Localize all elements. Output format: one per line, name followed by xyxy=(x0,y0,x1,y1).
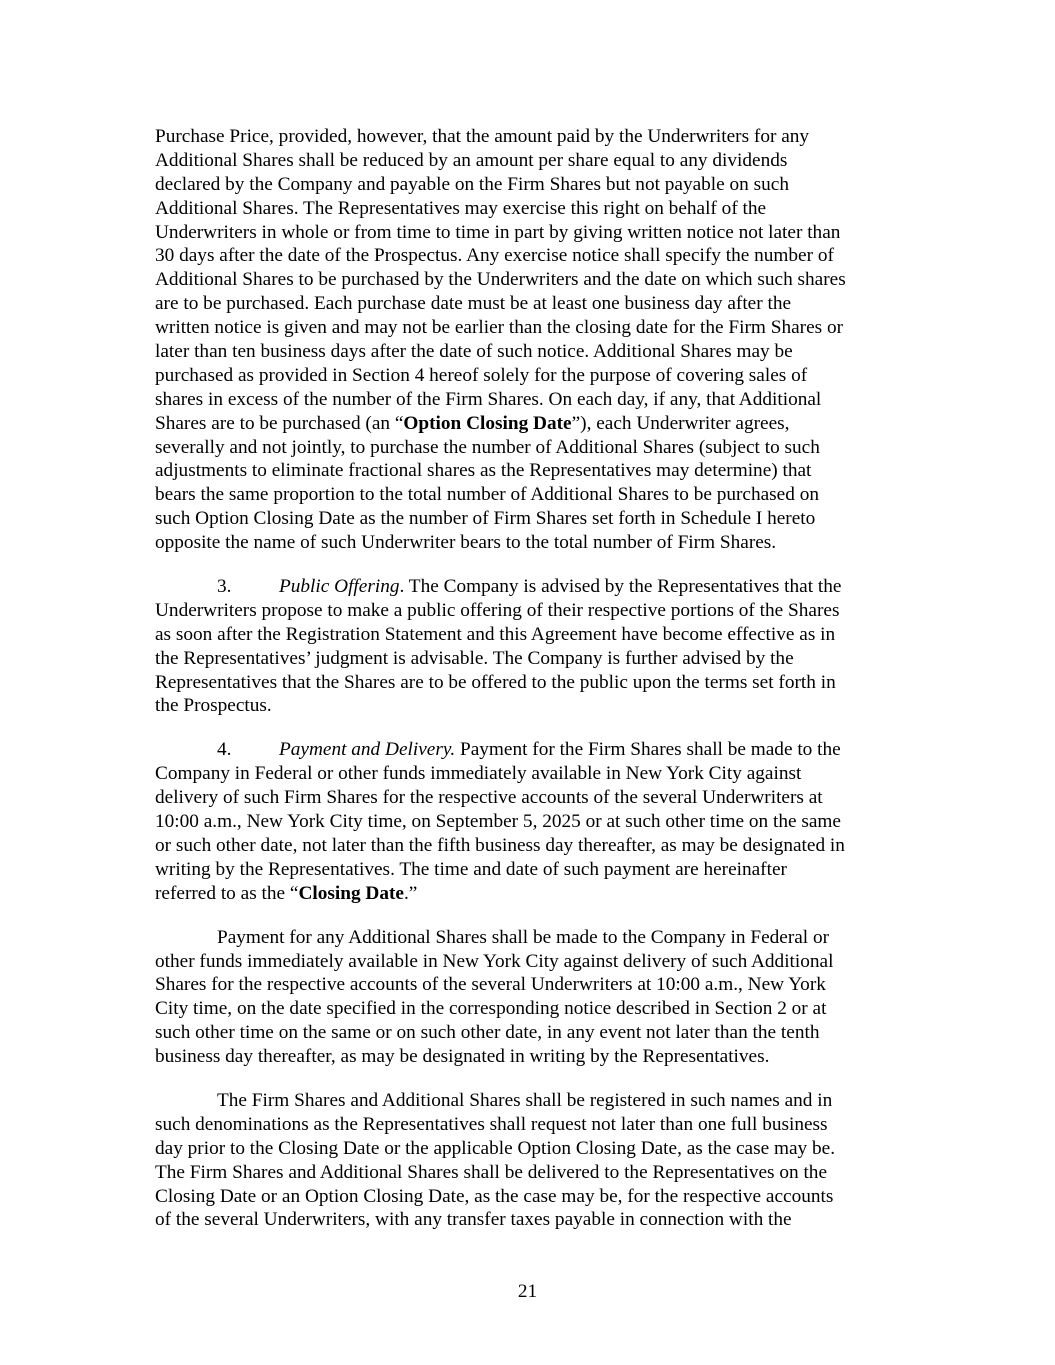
text-line xyxy=(155,575,897,599)
text-line xyxy=(155,412,897,436)
text-line: Additional Shares shall be reduced by an amount per share equal to any dividends xyxy=(155,149,788,171)
text-line: later than ten business days after the date of such notice. Additional Shares may be xyxy=(155,341,793,363)
text-run: .” xyxy=(403,882,418,904)
text-line: adjustments to eliminate fractional shares as the Representatives may determine) that xyxy=(155,460,812,482)
text-line: Payment for any Additional Shares shall be made to the Company in Federal or xyxy=(217,926,830,948)
text-line: such Option Closing Date as the number of Firm Shares set forth in Schedule I hereto xyxy=(155,508,816,530)
text-line: business day thereafter, as may be designated in writing by the Representatives. xyxy=(155,1046,770,1068)
text-line: City time, on the date specified in the corresponding notice described in Section 2 or at xyxy=(155,998,827,1020)
text-run: ”), each Underwriter agrees, xyxy=(571,412,790,434)
defined-term-closing-date: Closing Date xyxy=(298,882,404,904)
paragraph-spacer xyxy=(155,555,897,575)
text-line: declared by the Company and payable on the Firm Shares but not payable on such xyxy=(155,173,789,195)
paragraph-purchase-price xyxy=(155,125,897,555)
text-run: referred to as the “ xyxy=(155,882,299,904)
page-number: 21 xyxy=(517,1281,538,1302)
text-line: other funds immediately available in New York City against delivery of such Additional xyxy=(155,950,834,972)
text-line: 30 days after the date of the Prospectus. Any exercise notice shall specify the number of xyxy=(155,245,834,267)
text-line: such denominations as the Representatives shall request not later than one full business xyxy=(155,1113,828,1135)
text-line: The Firm Shares and Additional Shares shall be registered in such names and in xyxy=(217,1089,833,1111)
text-line: the Prospectus. xyxy=(155,695,272,717)
text-line: day prior to the Closing Date or the applicable Option Closing Date, as the case may be. xyxy=(155,1137,836,1159)
section-4-payment-and-delivery xyxy=(155,738,897,905)
text-line xyxy=(155,738,897,762)
text-line: or such other date, not later than the fifth business day thereafter, as may be designated in xyxy=(155,834,845,856)
text-run: Payment for the Firm Shares shall be made to the xyxy=(455,739,841,761)
paragraph-registration-delivery xyxy=(155,1089,897,1232)
paragraph-spacer xyxy=(155,718,897,738)
text-line: are to be purchased. Each purchase date must be at least one business day after the xyxy=(155,293,792,315)
text-run: . The Company is advised by the Representatives that the xyxy=(399,576,842,598)
text-line: written notice is given and may not be earlier than the closing date for the Firm Shares or xyxy=(155,317,844,339)
text-line: such other time on the same or on such other date, in any event not later than the tenth xyxy=(155,1022,820,1044)
paragraph-spacer xyxy=(155,906,897,926)
text-line: Company in Federal or other funds immediately available in New York City against xyxy=(155,763,802,785)
text-line: The Firm Shares and Additional Shares shall be delivered to the Representatives on the xyxy=(155,1161,827,1183)
section-3-public-offering xyxy=(155,575,897,718)
text-line: Underwriters propose to make a public offering of their respective portions of the Shares xyxy=(155,599,840,621)
text-line: Additional Shares. The Representatives may exercise this right on behalf of the xyxy=(155,197,767,219)
text-line xyxy=(155,882,897,906)
text-line: shares in excess of the number of the Firm Shares. On each day, if any, that Additional xyxy=(155,388,822,410)
section-heading: Public Offering xyxy=(279,576,400,598)
text-line: as soon after the Registration Statement and this Agreement have become effective as in xyxy=(155,623,836,645)
text-line: Underwriters in whole or from time to time in part by giving written notice not later than xyxy=(155,221,841,243)
section-heading: Payment and Delivery. xyxy=(279,739,456,761)
text-line: bears the same proportion to the total number of Additional Shares to be purchased on xyxy=(155,484,819,506)
text-line: writing by the Representatives. The time and date of such payment are hereinafter xyxy=(155,858,787,880)
text-line: Additional Shares to be purchased by the Underwriters and the date on which such shares xyxy=(155,269,846,291)
text-run: Shares are to be purchased (an “ xyxy=(155,412,404,434)
text-line: Representatives that the Shares are to be offered to the public upon the terms set forth in xyxy=(155,671,836,693)
paragraph-spacer xyxy=(155,1069,897,1089)
paragraph-additional-shares-payment xyxy=(155,926,897,1069)
text-line: delivery of such Firm Shares for the respective accounts of the several Underwriters at xyxy=(155,787,823,809)
text-line: severally and not jointly, to purchase the number of Additional Shares (subject to such xyxy=(155,436,820,458)
defined-term-option-closing-date: Option Closing Date xyxy=(403,412,572,434)
text-line: opposite the name of such Underwriter bears to the total number of Firm Shares. xyxy=(155,532,777,554)
section-number: 3. xyxy=(217,576,232,598)
section-number: 4. xyxy=(217,739,232,761)
text-line: 10:00 a.m., New York City time, on September 5, 2025 or at such other time on the same xyxy=(155,811,841,833)
text-line: purchased as provided in Section 4 hereof solely for the purpose of covering sales of xyxy=(155,364,808,386)
text-line: Purchase Price, provided, however, that the amount paid by the Underwriters for any xyxy=(155,126,810,147)
text-line: of the several Underwriters, with any transfer taxes payable in connection with the xyxy=(155,1209,792,1231)
text-line: the Representatives’ judgment is advisable. The Company is further advised by the xyxy=(155,647,794,669)
text-line: Shares for the respective accounts of the several Underwriters at 10:00 a.m., New York xyxy=(155,974,826,996)
document-page xyxy=(155,125,897,1232)
text-line: Closing Date or an Option Closing Date, as the case may be, for the respective accounts xyxy=(155,1185,834,1207)
